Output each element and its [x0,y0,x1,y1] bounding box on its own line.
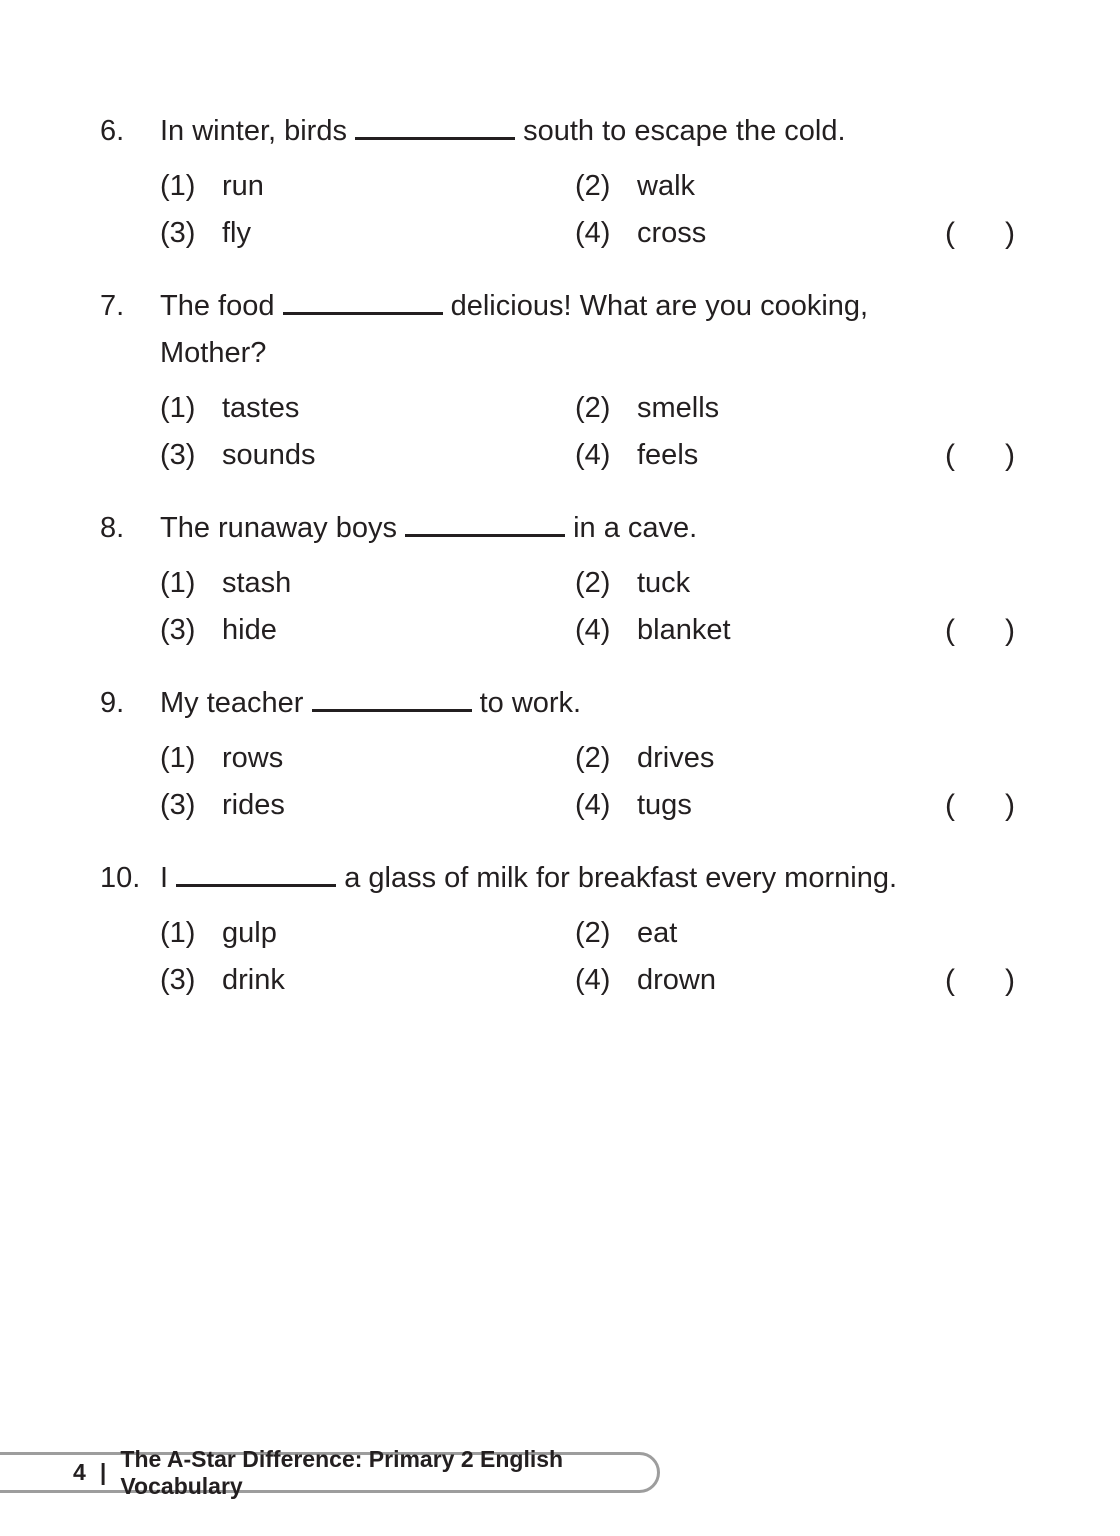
answer-paren-close: ) [1005,438,1015,472]
option-3 [160,614,575,647]
option-2 [575,917,990,950]
option-label: (3) [160,789,196,821]
option-text: drink [222,964,285,996]
options-row [160,560,1015,607]
question-number: 9. [100,687,125,719]
option-text: hide [222,614,277,646]
answer-space [945,210,1015,257]
option-text: rides [222,789,285,821]
question-8 [100,505,1015,654]
option-label: (2) [575,392,611,424]
book-title: The A-Star Difference: Primary 2 English Vocabulary [120,1445,564,1499]
answer-space [945,782,1015,829]
option-label: (3) [160,964,196,996]
options-row [160,957,1015,1004]
option-text: tuck [637,567,691,599]
option-text: fly [222,217,251,249]
option-text: drown [637,964,716,996]
option-2 [575,567,990,600]
option-label: (2) [575,170,611,202]
option-text: eat [637,917,678,949]
question-stem [160,283,1015,330]
option-1 [160,392,575,425]
stem-text-after: to work. [479,687,582,719]
questions-list [100,108,1015,1030]
answer-blank [176,881,336,887]
option-3 [160,964,575,997]
question-stem [160,505,1015,552]
stem-text-line2: Mother? [160,337,267,369]
option-2 [575,170,990,203]
option-label: (3) [160,439,196,471]
stem-text-before: The runaway boys [160,512,397,544]
option-1 [160,567,575,600]
option-text: cross [637,217,707,249]
answer-blank [355,134,515,140]
options-row [160,210,1015,257]
options-group [160,560,1015,654]
option-label: (3) [160,614,196,646]
options-row [160,910,1015,957]
option-label: (4) [575,439,611,471]
option-3 [160,439,575,472]
answer-blank [405,531,565,537]
option-2 [575,742,990,775]
option-text: feels [637,439,699,471]
option-3 [160,789,575,822]
option-label: (2) [575,917,611,949]
options-row [160,607,1015,654]
question-7 [100,283,1015,479]
option-text: tugs [637,789,692,821]
option-4 [575,964,990,997]
question-stem [160,108,1015,155]
option-1 [160,742,575,775]
option-text: smells [637,392,720,424]
option-4 [575,217,990,250]
answer-paren-open: ( [945,788,955,822]
option-2 [575,392,990,425]
answer-paren-close: ) [1005,613,1015,647]
option-text: tastes [222,392,300,424]
option-1 [160,917,575,950]
footer-divider: | [99,1459,107,1485]
options-group [160,385,1015,479]
answer-paren-open: ( [945,216,955,250]
answer-paren-open: ( [945,963,955,997]
question-6 [100,108,1015,257]
stem-text-after: south to escape the cold. [523,115,846,147]
option-text: drives [637,742,715,774]
options-row [160,385,1015,432]
answer-blank [283,309,443,315]
option-label: (1) [160,392,196,424]
option-label: (1) [160,742,196,774]
answer-paren-open: ( [945,438,955,472]
option-text: gulp [222,917,277,949]
options-row [160,163,1015,210]
stem-text-after: delicious! What are you cooking, [450,290,869,322]
options-row [160,432,1015,479]
answer-blank [312,706,472,712]
options-group [160,163,1015,257]
option-label: (4) [575,614,611,646]
answer-paren-close: ) [1005,788,1015,822]
option-text: blanket [637,614,731,646]
question-number: 10. [100,862,141,894]
answer-space [945,432,1015,479]
stem-text-after: a glass of milk for breakfast every morning. [344,862,898,894]
answer-paren-open: ( [945,613,955,647]
page-number: 4 [73,1459,86,1485]
question-stem [160,855,1015,902]
option-label: (4) [575,789,611,821]
option-label: (2) [575,567,611,599]
options-group [160,910,1015,1004]
question-number: 8. [100,512,125,544]
option-4 [575,439,990,472]
question-number: 7. [100,290,125,322]
option-label: (2) [575,742,611,774]
option-text: run [222,170,264,202]
option-text: rows [222,742,284,774]
footer-page-tab [0,1445,660,1499]
answer-paren-close: ) [1005,216,1015,250]
question-stem [160,680,1015,727]
stem-text-after: in a cave. [573,512,698,544]
question-number: 6. [100,115,125,147]
option-label: (4) [575,217,611,249]
question-10 [100,855,1015,1004]
answer-space [945,957,1015,1004]
option-label: (1) [160,170,196,202]
option-1 [160,170,575,203]
option-4 [575,789,990,822]
option-text: sounds [222,439,316,471]
options-row [160,735,1015,782]
option-text: stash [222,567,292,599]
question-9 [100,680,1015,829]
option-label: (1) [160,917,196,949]
options-group [160,735,1015,829]
stem-text-before: In winter, birds [160,115,347,147]
option-label: (4) [575,964,611,996]
answer-paren-close: ) [1005,963,1015,997]
option-text: walk [637,170,696,202]
stem-text-before: I [160,862,169,894]
option-3 [160,217,575,250]
options-row [160,782,1015,829]
option-label: (1) [160,567,196,599]
stem-text-before: The food [160,290,275,322]
answer-space [945,607,1015,654]
option-4 [575,614,990,647]
option-label: (3) [160,217,196,249]
stem-text-before: My teacher [160,687,304,719]
